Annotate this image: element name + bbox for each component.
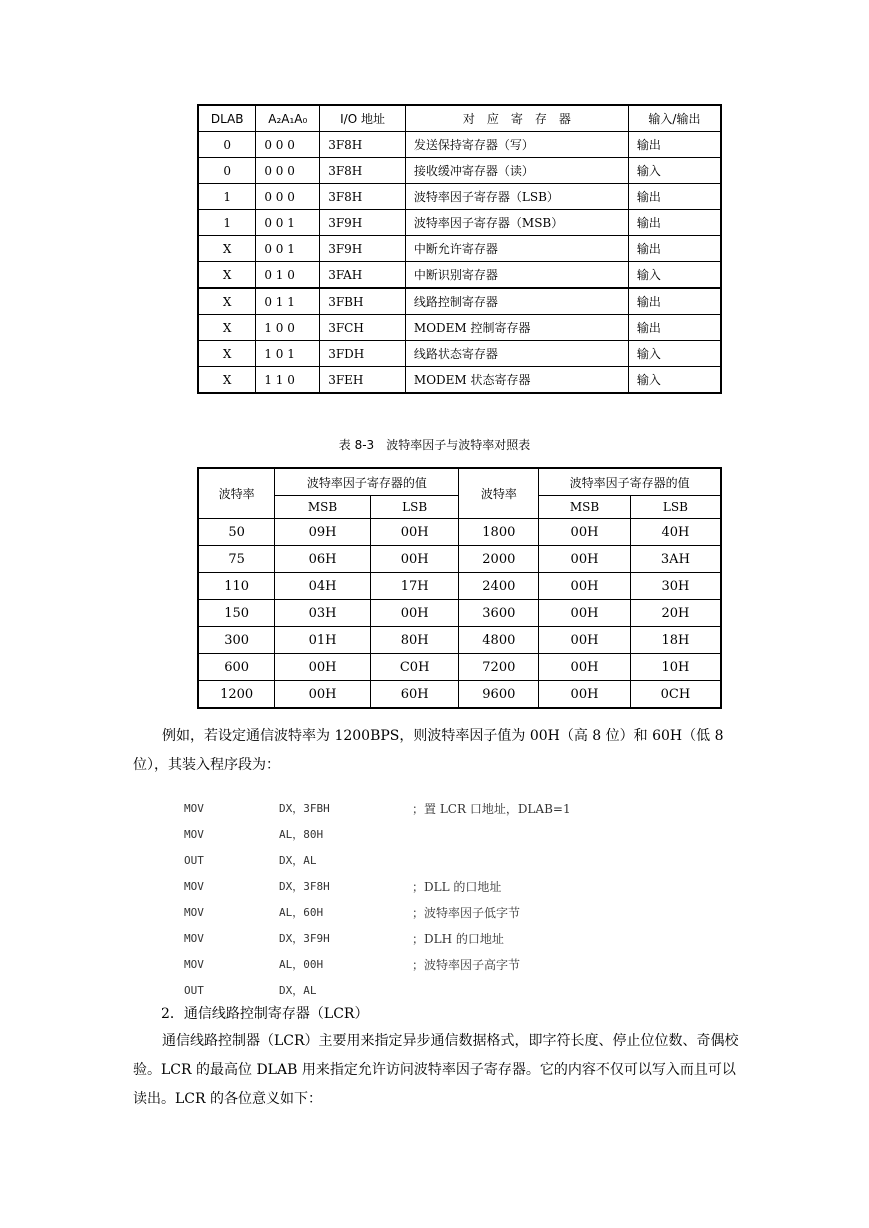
table-cell: 0 0 1: [256, 236, 320, 262]
table-row: [198, 600, 721, 627]
table-cell: 0CH: [630, 681, 721, 709]
table-cell: 1: [198, 210, 256, 236]
code-comment: ；置 LCR 口地址，DLAB=1: [412, 802, 571, 816]
table-cell: 00H: [539, 519, 631, 546]
table-row: [198, 288, 721, 315]
table-row: [198, 546, 721, 573]
code-line: [184, 822, 784, 848]
table-cell: X: [198, 341, 256, 367]
table-cell: 输入: [628, 158, 721, 184]
table-cell: 2400: [459, 573, 539, 600]
table-cell: 09H: [275, 519, 371, 546]
table-caption: 表 8-3 波特率因子与波特率对照表: [338, 438, 531, 452]
table-cell: X: [198, 236, 256, 262]
table-cell: 波特率因子寄存器（LSB）: [405, 184, 628, 210]
table-row: [198, 681, 721, 709]
table-cell: 10H: [630, 654, 721, 681]
table-cell: 4800: [459, 627, 539, 654]
section-heading: 2．通信线路控制寄存器（LCR）: [161, 1006, 369, 1022]
register-table-header: [198, 105, 721, 132]
table-cell: 中断识别寄存器: [405, 262, 628, 289]
header-lsb-right: LSB: [630, 496, 721, 519]
table-cell: 1 0 1: [256, 341, 320, 367]
table-cell: 04H: [275, 573, 371, 600]
table-cell: 0 0 0: [256, 132, 320, 158]
table-cell: 输入: [628, 367, 721, 394]
header-register: 对 应 寄 存 器: [405, 105, 628, 132]
table-cell: 0 1 1: [256, 288, 320, 315]
table-cell: 00H: [370, 546, 459, 573]
code-op: MOV: [184, 958, 204, 971]
code-args: AL，60H: [279, 906, 324, 919]
table-row: [198, 367, 721, 394]
table-cell: 3FDH: [320, 341, 406, 367]
table-cell: 0 0 0: [256, 184, 320, 210]
table-row: [198, 654, 721, 681]
baud-table-header: [198, 468, 721, 496]
table-cell: 3FAH: [320, 262, 406, 289]
table-cell: 3F9H: [320, 210, 406, 236]
table-cell: 输出: [628, 315, 721, 341]
table-cell: 3F8H: [320, 132, 406, 158]
code-line: [184, 848, 784, 874]
table-cell: 300: [198, 627, 275, 654]
table-cell: 60H: [370, 681, 459, 709]
header-address-bits: A₂A₁A₀: [256, 105, 320, 132]
table-cell: 线路控制寄存器: [405, 288, 628, 315]
code-op: MOV: [184, 932, 204, 945]
code-op: MOV: [184, 828, 204, 841]
table-cell: 01H: [275, 627, 371, 654]
table-cell: 20H: [630, 600, 721, 627]
table-cell: 0: [198, 132, 256, 158]
code-comment: ；波特率因子低字节: [412, 906, 521, 920]
header-lsb-left: LSB: [370, 496, 459, 519]
code-comment: ；DLL 的口地址: [412, 880, 502, 894]
table-cell: MODEM 控制寄存器: [405, 315, 628, 341]
table-cell: 50: [198, 519, 275, 546]
table-cell: 3F8H: [320, 158, 406, 184]
table-cell: 1 0 0: [256, 315, 320, 341]
table-cell: MODEM 状态寄存器: [405, 367, 628, 394]
table-cell: C0H: [370, 654, 459, 681]
code-args: AL，80H: [279, 828, 324, 841]
table-cell: 输出: [628, 288, 721, 315]
table-cell: 00H: [539, 681, 631, 709]
table-cell: 110: [198, 573, 275, 600]
table-cell: 75: [198, 546, 275, 573]
code-args: DX，AL: [279, 984, 317, 997]
table-row: [198, 184, 721, 210]
code-args: DX，3FBH: [279, 802, 330, 815]
table-cell: 发送保持寄存器（写）: [405, 132, 628, 158]
table-cell: 00H: [539, 654, 631, 681]
code-line: [184, 874, 784, 900]
code-op: MOV: [184, 802, 204, 815]
code-op: MOV: [184, 880, 204, 893]
table-cell: 波特率因子寄存器（MSB）: [405, 210, 628, 236]
table-cell: 150: [198, 600, 275, 627]
table-row: [198, 573, 721, 600]
code-line: [184, 796, 784, 822]
table-cell: 3FCH: [320, 315, 406, 341]
code-op: OUT: [184, 854, 204, 867]
example-paragraph: 例如，若设定通信波特率为 1200BPS，则波特率因子值为 00H（高 8 位）和 60H（低 8 位），其装入程序段为：: [133, 728, 724, 773]
table-cell: 0 1 0: [256, 262, 320, 289]
header-dlab: DLAB: [198, 105, 256, 132]
table-cell: 9600: [459, 681, 539, 709]
code-args: DX，AL: [279, 854, 317, 867]
table-cell: 00H: [539, 627, 631, 654]
table-row: [198, 519, 721, 546]
table-cell: 中断允许寄存器: [405, 236, 628, 262]
table-row: [198, 158, 721, 184]
code-args: AL，00H: [279, 958, 324, 971]
table-cell: 输出: [628, 184, 721, 210]
table-cell: 输出: [628, 210, 721, 236]
table-cell: 输入: [628, 262, 721, 289]
table-cell: 80H: [370, 627, 459, 654]
code-listing: [184, 796, 784, 1004]
table-row: [198, 262, 721, 289]
table-cell: 7200: [459, 654, 539, 681]
table-cell: 0 0 0: [256, 158, 320, 184]
table-cell: 输入: [628, 341, 721, 367]
table-cell: 线路状态寄存器: [405, 341, 628, 367]
table-cell: 30H: [630, 573, 721, 600]
table-cell: 600: [198, 654, 275, 681]
table-row: [198, 627, 721, 654]
code-op: OUT: [184, 984, 204, 997]
code-comment: ；DLH 的口地址: [412, 932, 504, 946]
table-cell: 3FBH: [320, 288, 406, 315]
table-cell: X: [198, 315, 256, 341]
table-cell: 3F8H: [320, 184, 406, 210]
code-comment: ；波特率因子高字节: [412, 958, 521, 972]
table-cell: 00H: [275, 681, 371, 709]
table-cell: 3FEH: [320, 367, 406, 394]
code-op: MOV: [184, 906, 204, 919]
table-row: [198, 210, 721, 236]
baud-rate-table: [197, 467, 722, 709]
code-args: DX，3F8H: [279, 880, 330, 893]
table-cell: 00H: [370, 600, 459, 627]
table-cell: 接收缓冲寄存器（读）: [405, 158, 628, 184]
table-row: [198, 341, 721, 367]
table-cell: 03H: [275, 600, 371, 627]
table-cell: 输出: [628, 236, 721, 262]
table-cell: 0 0 1: [256, 210, 320, 236]
table-row: [198, 236, 721, 262]
table-cell: 3600: [459, 600, 539, 627]
table-cell: X: [198, 288, 256, 315]
table-cell: 3AH: [630, 546, 721, 573]
table-row: [198, 132, 721, 158]
header-divisor-left: 波特率因子寄存器的值: [275, 468, 459, 496]
code-args: DX，3F9H: [279, 932, 330, 945]
header-io-address: I/O 地址: [320, 105, 406, 132]
table-cell: 00H: [370, 519, 459, 546]
table-cell: 18H: [630, 627, 721, 654]
register-table: [197, 104, 722, 394]
table-cell: 17H: [370, 573, 459, 600]
table-cell: 40H: [630, 519, 721, 546]
table-cell: 00H: [539, 573, 631, 600]
table-row: [198, 315, 721, 341]
table-cell: X: [198, 367, 256, 394]
table-cell: 00H: [275, 654, 371, 681]
table-cell: 1200: [198, 681, 275, 709]
header-baud-left: 波特率: [198, 468, 275, 519]
code-line: [184, 952, 784, 978]
header-baud-right: 波特率: [459, 468, 539, 519]
header-msb-left: MSB: [275, 496, 371, 519]
table-cell: 输出: [628, 132, 721, 158]
section-paragraph: 通信线路控制器（LCR）主要用来指定异步通信数据格式，即字符长度、停止位位数、奇偶校验。LCR 的最高位 DLAB 用来指定允许访问波特率因子寄存器。它的内容不仅可以写入而且可以读出。LCR 的各位意义如下：: [133, 1033, 739, 1107]
header-msb-right: MSB: [539, 496, 631, 519]
header-divisor-right: 波特率因子寄存器的值: [539, 468, 721, 496]
table-cell: 0: [198, 158, 256, 184]
table-cell: 06H: [275, 546, 371, 573]
code-line: [184, 900, 784, 926]
table-cell: 1 1 0: [256, 367, 320, 394]
table-cell: 00H: [539, 546, 631, 573]
table-cell: 1: [198, 184, 256, 210]
header-direction: 输入/输出: [628, 105, 721, 132]
table-cell: 1800: [459, 519, 539, 546]
table-cell: 3F9H: [320, 236, 406, 262]
table-cell: 00H: [539, 600, 631, 627]
table-cell: 2000: [459, 546, 539, 573]
table-cell: X: [198, 262, 256, 289]
code-line: [184, 926, 784, 952]
